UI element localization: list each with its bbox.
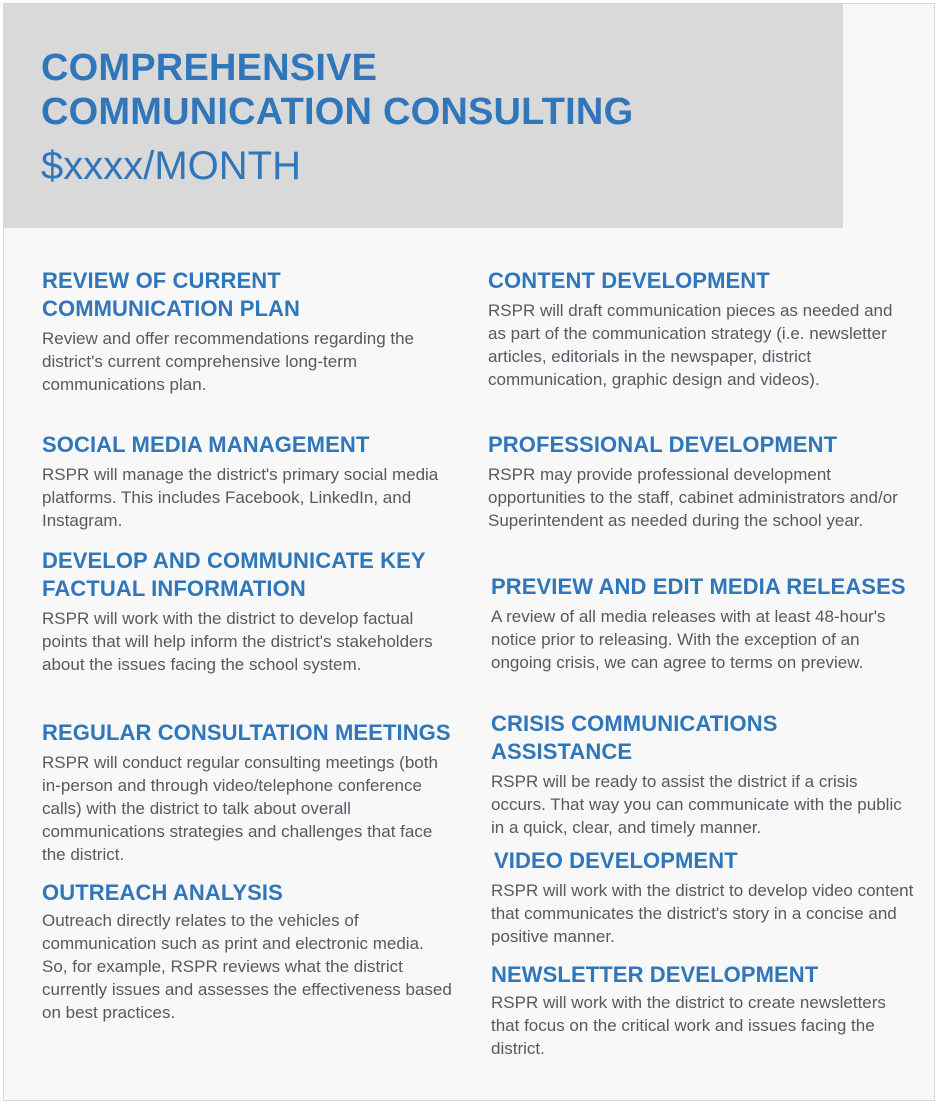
section-outreach-analysis	[42, 879, 452, 1024]
section-title: CRISIS COMMUNICATIONS ASSISTANCE	[491, 711, 778, 764]
section-body: A review of all media releases with at least 48-hour's notice prior to releasing. With the exception of an ongoing crisis, we can agree to terms on preview.	[491, 607, 886, 672]
section-title: NEWSLETTER DEVELOPMENT	[491, 962, 819, 987]
section-body: RSPR will be ready to assist the district if a crisis occurs. That way you can communicate with the public in a quick, clear, and timely manner.	[491, 772, 902, 837]
section-professional-development	[488, 431, 908, 532]
section-video-development	[491, 847, 914, 948]
section-body: RSPR will work with the district to develop video content that communicates the district's story in a concise and positive manner.	[491, 881, 914, 946]
section-title: CONTENT DEVELOPMENT	[488, 268, 770, 293]
section-content-development	[488, 267, 908, 391]
section-body: RSPR will manage the district's primary social media platforms. This includes Facebook, LinkedIn, and Instagram.	[42, 465, 439, 530]
page-title	[41, 46, 633, 134]
section-preview-media-releases	[491, 573, 911, 674]
section-title: REVIEW OF CURRENT COMMUNICATION PLAN	[42, 268, 301, 321]
section-title: OUTREACH ANALYSIS	[42, 880, 283, 905]
section-body: RSPR will conduct regular consulting meetings (both in-person and through video/telephone conference calls) with the district to talk about overall communications strategies and challenges that face the district.	[42, 753, 438, 864]
service-sheet	[3, 3, 935, 1101]
page-title-line-1: COMPREHENSIVE	[41, 47, 378, 89]
section-title: DEVELOP AND COMMUNICATE KEY FACTUAL INFORMATION	[42, 548, 426, 601]
section-body: RSPR may provide professional development opportunities to the staff, cabinet administrators and/or Superintendent as needed during the school year.	[488, 465, 898, 530]
section-title: SOCIAL MEDIA MANAGEMENT	[42, 432, 370, 457]
section-newsletter-development	[491, 961, 911, 1060]
section-review-communication-plan	[42, 267, 452, 396]
section-social-media-management	[42, 431, 452, 532]
section-title: PROFESSIONAL DEVELOPMENT	[488, 432, 838, 457]
section-crisis-communications	[491, 710, 911, 839]
section-body: Outreach directly relates to the vehicles of communication such as print and electronic media. So, for example, RSPR reviews what the district currently issues and assesses the effectiveness based on best practices.	[42, 911, 452, 1022]
section-consultation-meetings	[42, 719, 452, 866]
header-band	[4, 4, 843, 228]
page-title-line-2: COMMUNICATION CONSULTING	[41, 91, 634, 133]
section-title: REGULAR CONSULTATION MEETINGS	[42, 720, 451, 745]
section-body: RSPR will work with the district to create newsletters that focus on the critical work and issues facing the district.	[491, 993, 886, 1058]
section-body: RSPR will draft communication pieces as needed and as part of the communication strategy (i.e. newsletter articles, editorials in the newspaper, district communication, graphic design and videos).	[488, 301, 893, 389]
section-key-factual-information	[42, 547, 452, 676]
section-body: RSPR will work with the district to develop factual points that will help inform the district's stakeholders about the issues facing the school system.	[42, 609, 433, 674]
section-body: Review and offer recommendations regarding the district's current comprehensive long-term communications plan.	[42, 329, 415, 394]
section-title: PREVIEW AND EDIT MEDIA RELEASES	[491, 574, 906, 599]
section-title: VIDEO DEVELOPMENT	[494, 848, 738, 873]
monthly-price: $xxxx/MONTH	[41, 144, 301, 188]
